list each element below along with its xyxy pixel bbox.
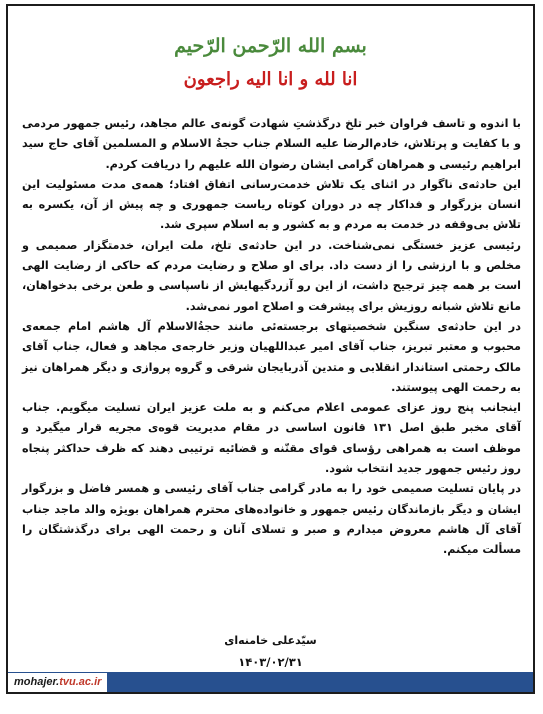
announcement-frame bbox=[6, 4, 535, 694]
message-paragraph: در این حادثه‌ی سنگین شخصیتهای برجسته‌ئی مانند حجةُالاسلام آل هاشم امام جمعه‌ی محبوب و معتبر تبریز، جناب آقای امیر عبداللهیان وزیر خارجه‌ی مجاهد و فعال، جناب آقای مالک رحمتی استاندار انقلابی و متدین آذربایجان شرقی و گروه پروازی و دیگر همراهان نیز به رحمت الهی پیوستند. bbox=[22, 319, 521, 394]
message-paragraph: رئیسی عزیز خستگی نمی‌شناخت. در این حادثه‌ی تلخ، ملت ایران، خدمتگزار صمیمی و مخلص و با ارزشی را از دست داد. برای او صلاح و رضایت مردم که حاکی از رضایت الهی است بر همه چیز ترجیح داشت، از این رو آزردگیهایش از ناسپاسی و طعن برخی بدخواهان، مانع تلاش شبانه روزیش برای پیشرفت و اصلاح امور نمی‌شد. bbox=[22, 238, 521, 313]
innalillah-heading: انا لله و انا اليه راجعون bbox=[183, 69, 358, 90]
signature-date: ۱۴۰۳/۰۲/۳۱ bbox=[238, 655, 303, 669]
condolence-message-body bbox=[22, 114, 521, 561]
message-paragraph: در پایان تسلیت صمیمی خود را به مادر گرامی جناب آقای رئیسی و همسر فاضل و بزرگوار ایشان و دیگر بازماندگان رئیس جمهور و خانواده‌های محترم همراهان بویژه والد ماجد جناب آقای آل هاشم معروض میدارم و صبر و تسلای آنان و رحمت الهی برای درگذشتگان را مسألت میکنم. bbox=[22, 482, 521, 557]
message-paragraph: با اندوه و تاسف فراوان خبر تلخ درگذشتِ شهادت گونه‌ی عالم مجاهد، رئیس جمهور مردمی و با کفایت و پرتلاش، خادم‌الرضا علیه السلام جناب حجةُ الاسلام و المسلمین آقای حاج سید ابراهیم رئیسی و همراهان گرامی ایشان رضوان الله علیهم را دریافت کردم. bbox=[22, 117, 521, 171]
website-prefix: mohajer. bbox=[14, 676, 60, 688]
signature-name: سیّدعلی خامنه‌ای bbox=[224, 634, 317, 647]
website-domain: tvu.ac.ir bbox=[59, 676, 102, 688]
message-paragraph: اینجانب پنج روز عزای عمومی اعلام می‌کنم و به ملت عزیز ایران تسلیت میگویم. جناب آقای مخبر طبق اصل ۱۳۱ قانون اساسی در مقام مدیریت قوه‌ی مجریه قرار میگیرد و موظف است به همراهی رؤسای قوای مقنّنه و قضائیه ترتیبی دهند که ظرف حداکثر پنجاه روز رئیس جمهور جدید انتخاب شود. bbox=[22, 401, 521, 476]
signature-block bbox=[8, 632, 533, 672]
message-paragraph: این حادثه‌ی ناگوار در اثنای یک تلاش خدمت‌رسانی اتفاق افتاد؛ همه‌ی مدت مسئولیت این انسان بزرگوار و فداکار چه در دوران کوتاه ریاست جمهوری و چه پیش از آن، یکسره به تلاش بی‌وقفه در خدمت به مردم و به کشور و به اسلام سپری شد. bbox=[22, 177, 521, 232]
bismillah-heading: بسم الله الرّحمن الرّحيم bbox=[174, 35, 367, 57]
website-watermark bbox=[8, 672, 108, 692]
